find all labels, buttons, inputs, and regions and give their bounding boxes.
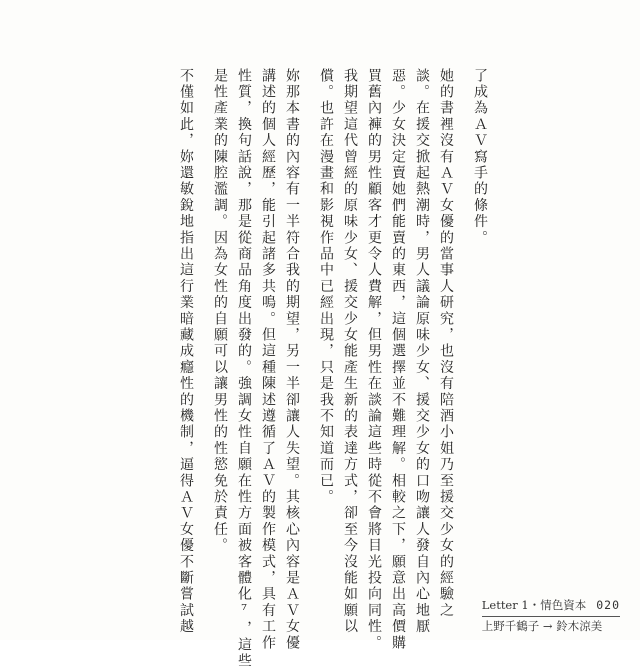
text-column-9: 講述的個人經歷，能引起諸多共鳴。但這種陳述遵循了ＡＶ的製作模式，具有工作 <box>260 68 276 652</box>
text-column-1: 了成為ＡＶ寫手的條件。 <box>472 68 488 247</box>
text-column-4: 惡。少女決定賣她們能賣的東西，這個選擇並不難理解。相較之下，願意出高價購 <box>390 68 406 652</box>
chapter-label: Letter 1・情色資本 <box>481 598 587 612</box>
text-column-2: 她的書裡沒有ＡＶ女優的當事人研究，也沒有陪酒小姐乃至援交少女的經驗之 <box>438 68 454 619</box>
text-column-6: 我期望這代曾經的原味少女、援交少女能產生新的表達方式，卻至今沒能如願以 <box>342 68 358 635</box>
text-column-5: 買舊內褲的男性顧客才更令人費解，但男性在談論這些時從不會將目光投向同性。 <box>366 68 382 652</box>
footer-divider <box>482 616 620 617</box>
text-column-10: 性質，換句話說，那是從商品角度出發的。強調女性自願在性方面被客體化⁷，這些 <box>236 68 252 669</box>
text-column-12: 不僅如此，妳還敏銳地指出這行業暗藏成癮性的機制，逼得ＡＶ女優不斷嘗試越 <box>178 68 194 635</box>
text-column-8: 妳那本書的內容有一半符合我的期望，另一半卻讓人失望。其核心內容是ＡＶ女優 <box>284 68 300 652</box>
text-column-7: 償。也許在漫畫和影視作品中已經出現，只是我不知道而已。 <box>318 68 334 506</box>
text-column-3: 談。在援交掀起熱潮時，男人議論原味少女、援交少女的口吻讓人發自內心地厭 <box>414 68 430 635</box>
text-column-11: 是性產業的陳腔濫調。因為女性的自願可以讓男性的性慾免於責任。 <box>212 68 228 554</box>
page-footer <box>482 597 620 634</box>
page-number: 020 <box>596 598 620 612</box>
correspondents-label: 上野千鶴子 → 鈴木涼美 <box>481 619 603 633</box>
